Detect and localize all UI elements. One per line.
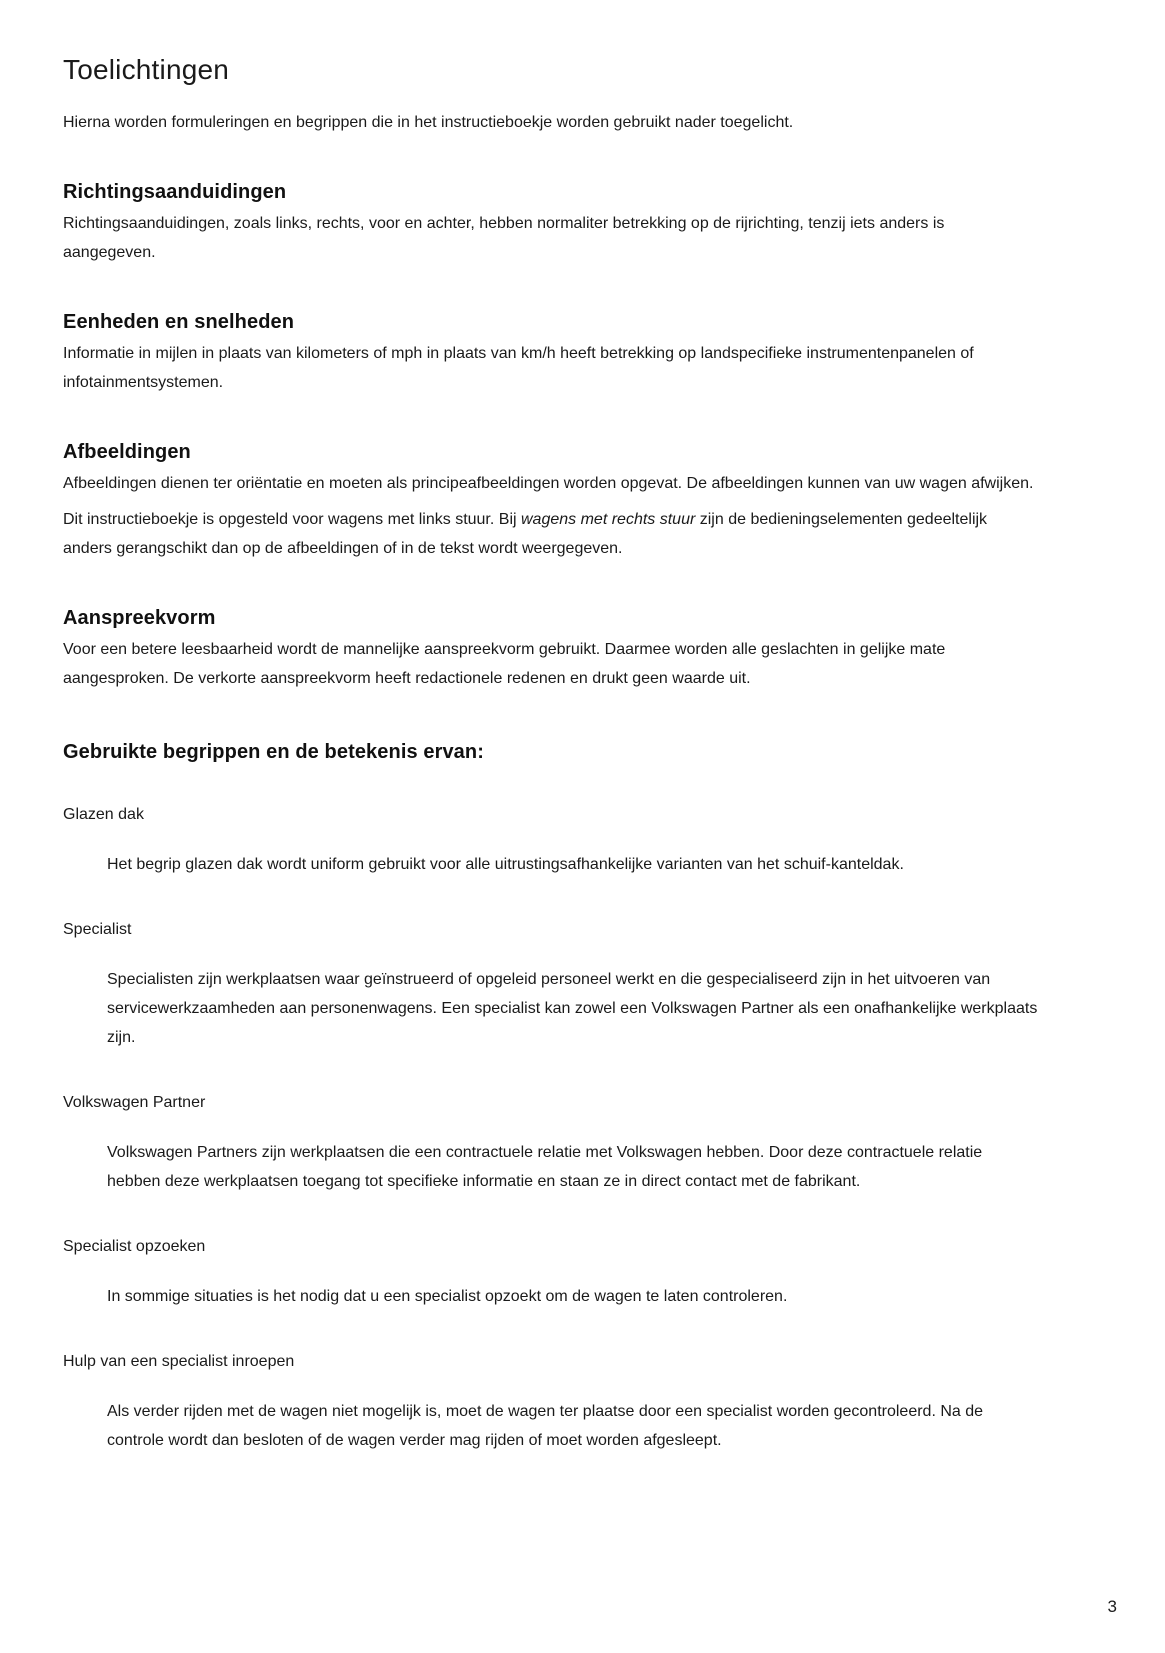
term-definition: In sommige situaties is het nodig dat u een specialist opzoekt om de wagen te laten controleren. — [107, 1288, 788, 1305]
paragraph — [63, 209, 1038, 267]
section — [63, 441, 1063, 563]
italic-text-run: wagens met rechts stuur — [521, 511, 696, 528]
section-heading: Aanspreekvorm — [63, 607, 216, 629]
terms-heading: Gebruikte begrippen en de betekenis ervan: — [63, 741, 484, 763]
term-definition: Specialisten zijn werkplaatsen waar geïnstrueerd of opgeleid personeel werkt en die gespecialiseerd zijn in het uitvoeren van servicewerkzaamheden aan personenwagens. Een specialist kan zowel een Volkswagen Partner als een onafhankelijke werkplaats zijn. — [107, 971, 1038, 1046]
text-run: Voor een betere leesbaarheid wordt de mannelijke aanspreekvorm gebruikt. Daarmee worden alle geslachten in gelijke mate aangesproken. De verkorte aanspreekvorm heeft redactionele redenen en drukt geen waarde uit. — [63, 641, 946, 687]
text-run: zijn de bedieningselementen gedeeltelijk anders gerangschikt dan op de afbeeldingen of in de tekst wordt weergegeven. — [63, 511, 988, 557]
term-definition: Als verder rijden met de wagen niet mogelijk is, moet de wagen ter plaatse door een specialist worden gecontroleerd. Na de controle wordt dan besloten of de wagen verder mag rijden of moet worden afgesleept. — [107, 1403, 984, 1449]
text-run: Afbeeldingen dienen ter oriëntatie en moeten als principeafbeeldingen worden opgevat. De afbeeldingen kunnen van uw wagen afwijken. — [63, 475, 1034, 492]
page-number: 3 — [1107, 1597, 1117, 1616]
text-run: Dit instructieboekje is opgesteld voor wagens met links stuur. Bij — [63, 511, 521, 528]
term-item — [63, 919, 1063, 1052]
terms-container — [63, 804, 1063, 1455]
paragraph — [63, 635, 1038, 693]
text-run: Richtingsaanduidingen, zoals links, rechts, voor en achter, hebben normaliter betrekking op de rijrichting, tenzij iets anders is aangegeven. — [63, 215, 945, 261]
page-title: Toelichtingen — [63, 54, 230, 85]
term-label: Specialist opzoeken — [63, 1238, 206, 1255]
section — [63, 181, 1063, 267]
paragraph — [63, 469, 1038, 498]
term-label: Specialist — [63, 921, 132, 938]
terms-block — [63, 741, 1063, 1455]
page-content — [63, 54, 1063, 1455]
intro-paragraph: Hierna worden formuleringen en begrippen die in het instructieboekje worden gebruikt nader toegelicht. — [63, 114, 794, 131]
term-label: Volkswagen Partner — [63, 1094, 206, 1111]
term-definition: Het begrip glazen dak wordt uniform gebruikt voor alle uitrustingsafhankelijke varianten van het schuif-kanteldak. — [107, 856, 904, 873]
term-item — [63, 1092, 1063, 1196]
term-item — [63, 804, 1063, 879]
section-heading: Eenheden en snelheden — [63, 311, 295, 333]
text-run: Informatie in mijlen in plaats van kilometers of mph in plaats van km/h heeft betrekking op landspecifieke instrumentenpanelen of infotainmentsystemen. — [63, 345, 974, 391]
term-label: Glazen dak — [63, 806, 144, 823]
term-item — [63, 1236, 1063, 1311]
section-heading: Richtingsaanduidingen — [63, 181, 287, 203]
section — [63, 311, 1063, 397]
sections-container — [63, 181, 1063, 693]
term-label: Hulp van een specialist inroepen — [63, 1353, 295, 1370]
term-item — [63, 1351, 1063, 1455]
section — [63, 607, 1063, 693]
paragraph — [63, 505, 1038, 563]
term-definition: Volkswagen Partners zijn werkplaatsen die een contractuele relatie met Volkswagen hebben. Door deze contractuele relatie hebben deze werkplaatsen toegang tot specifieke informatie en staan ze in direct contact met de fabrikant. — [107, 1144, 983, 1190]
section-heading: Afbeeldingen — [63, 441, 191, 463]
paragraph — [63, 339, 1038, 397]
